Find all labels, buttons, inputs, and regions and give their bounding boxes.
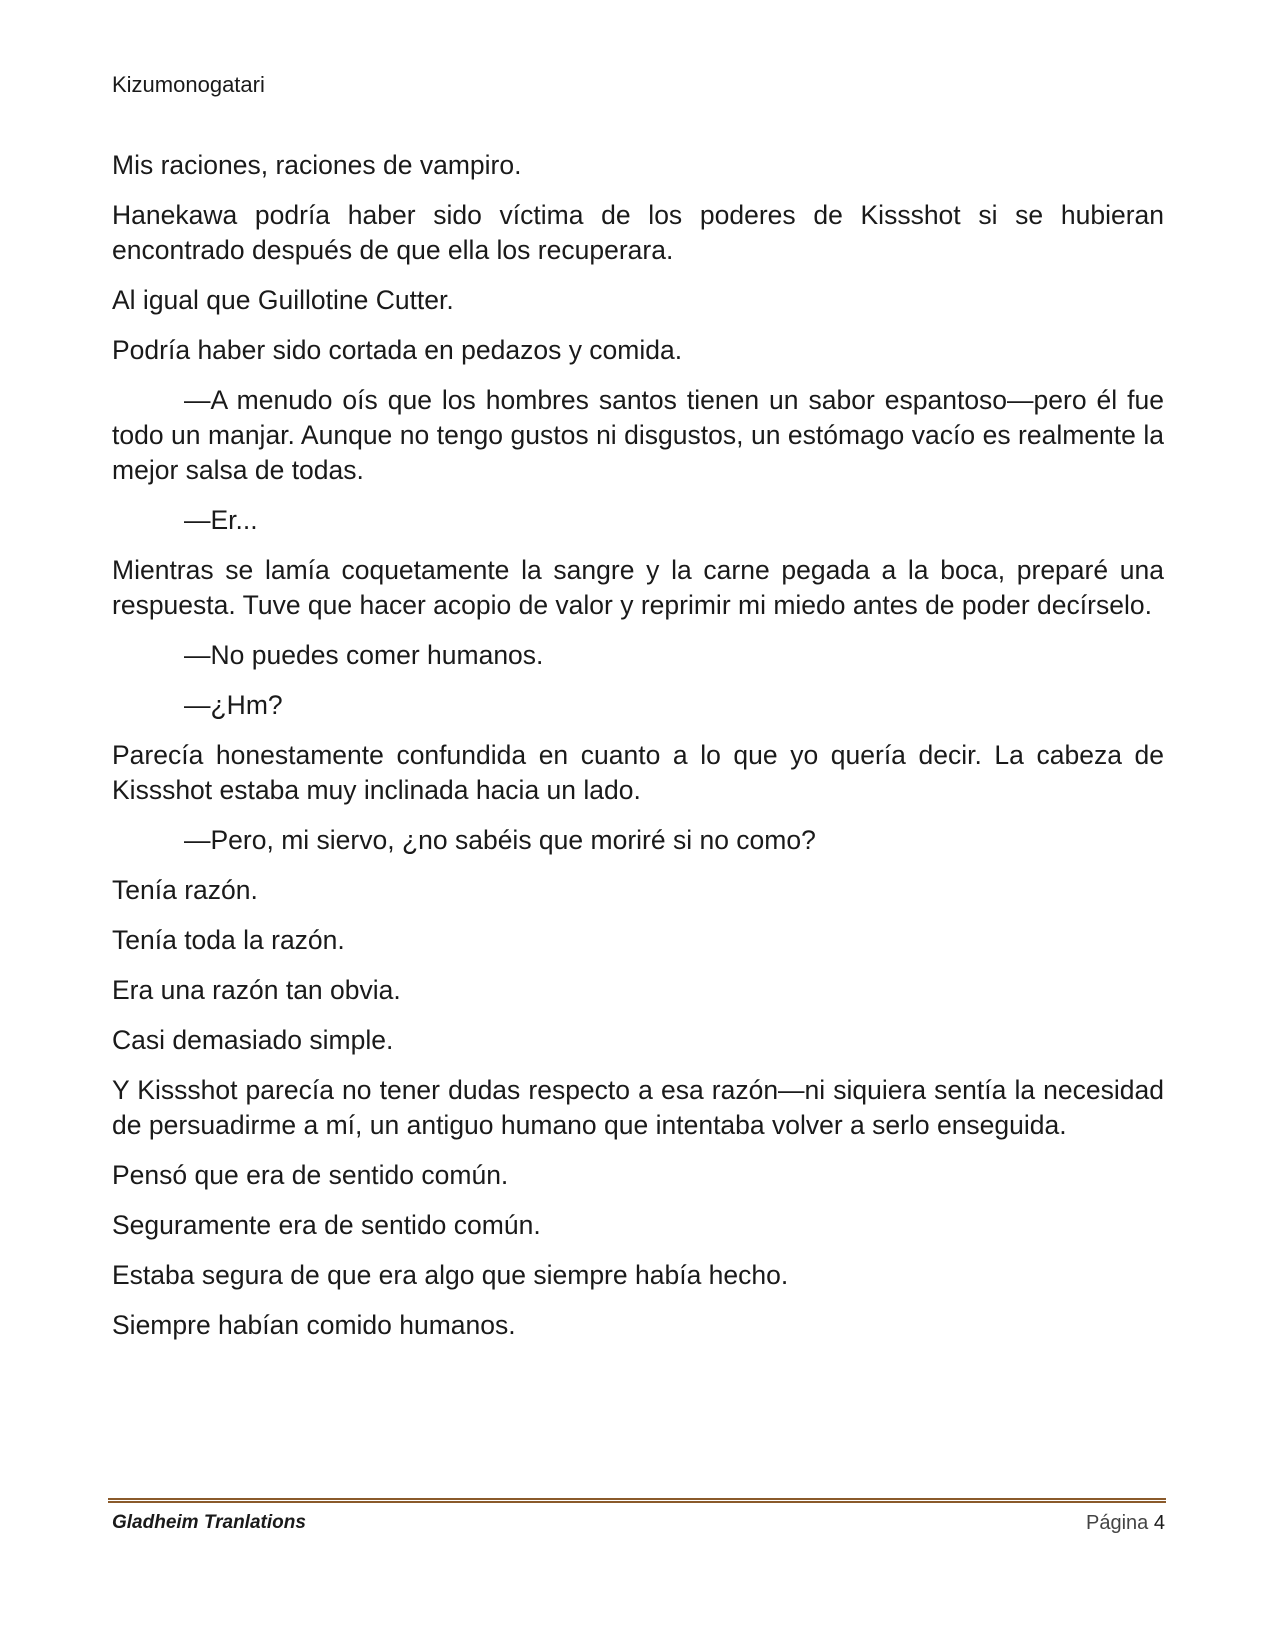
paragraph: Mis raciones, raciones de vampiro.: [112, 150, 522, 180]
paragraph: Mientras se lamía coquetamente la sangre y la carne pegada a la boca, preparé una respuesta. Tuve que hacer acopio de valor y reprimir mi miedo antes de poder decírselo.: [112, 555, 1164, 620]
paragraph: Seguramente era de sentido común.: [112, 1210, 541, 1240]
dialog-paragraph: —Pero, mi siervo, ¿no sabéis que moriré si no como?: [184, 825, 816, 855]
page-number: [1086, 1512, 1165, 1535]
paragraph: Podría haber sido cortada en pedazos y comida.: [112, 335, 683, 365]
dialog-paragraph: —A menudo oís que los hombres santos tienen un sabor espantoso—pero él fue todo un manjar. Aunque no tengo gustos ni disgustos, un estómago vacío es realmente la mejor salsa de todas.: [112, 385, 1164, 485]
paragraph: Tenía toda la razón.: [112, 925, 345, 955]
paragraph: Estaba segura de que era algo que siempre había hecho.: [112, 1260, 789, 1290]
footer-credit: Gladheim Tranlations: [112, 1512, 306, 1533]
paragraph: Era una razón tan obvia.: [112, 975, 401, 1005]
paragraph: Parecía honestamente confundida en cuanto a lo que yo quería decir. La cabeza de Kissshot estaba muy inclinada hacia un lado.: [112, 740, 1164, 805]
page-label: Página: [1086, 1512, 1149, 1534]
dialog-paragraph: —¿Hm?: [184, 690, 283, 720]
header-title: Kizumonogatari: [112, 72, 265, 97]
dialog-paragraph: —Er...: [184, 505, 258, 535]
paragraph: Casi demasiado simple.: [112, 1025, 394, 1055]
footer-divider: [108, 1498, 1166, 1503]
paragraph: Siempre habían comido humanos.: [112, 1310, 516, 1340]
paragraph: Pensó que era de sentido común.: [112, 1160, 509, 1190]
paragraph: Tenía razón.: [112, 875, 258, 905]
paragraph: Hanekawa podría haber sido víctima de los poderes de Kissshot si se hubieran encontrado después de que ella los recuperara.: [112, 200, 1164, 265]
paragraph: Y Kissshot parecía no tener dudas respecto a esa razón—ni siquiera sentía la necesidad de persuadirme a mí, un antiguo humano que intentaba volver a serlo enseguida.: [112, 1075, 1164, 1140]
paragraph: Al igual que Guillotine Cutter.: [112, 285, 454, 315]
dialog-paragraph: —No puedes comer humanos.: [184, 640, 544, 670]
page-number-value: 4: [1153, 1512, 1165, 1534]
body-text: [112, 148, 1164, 1358]
